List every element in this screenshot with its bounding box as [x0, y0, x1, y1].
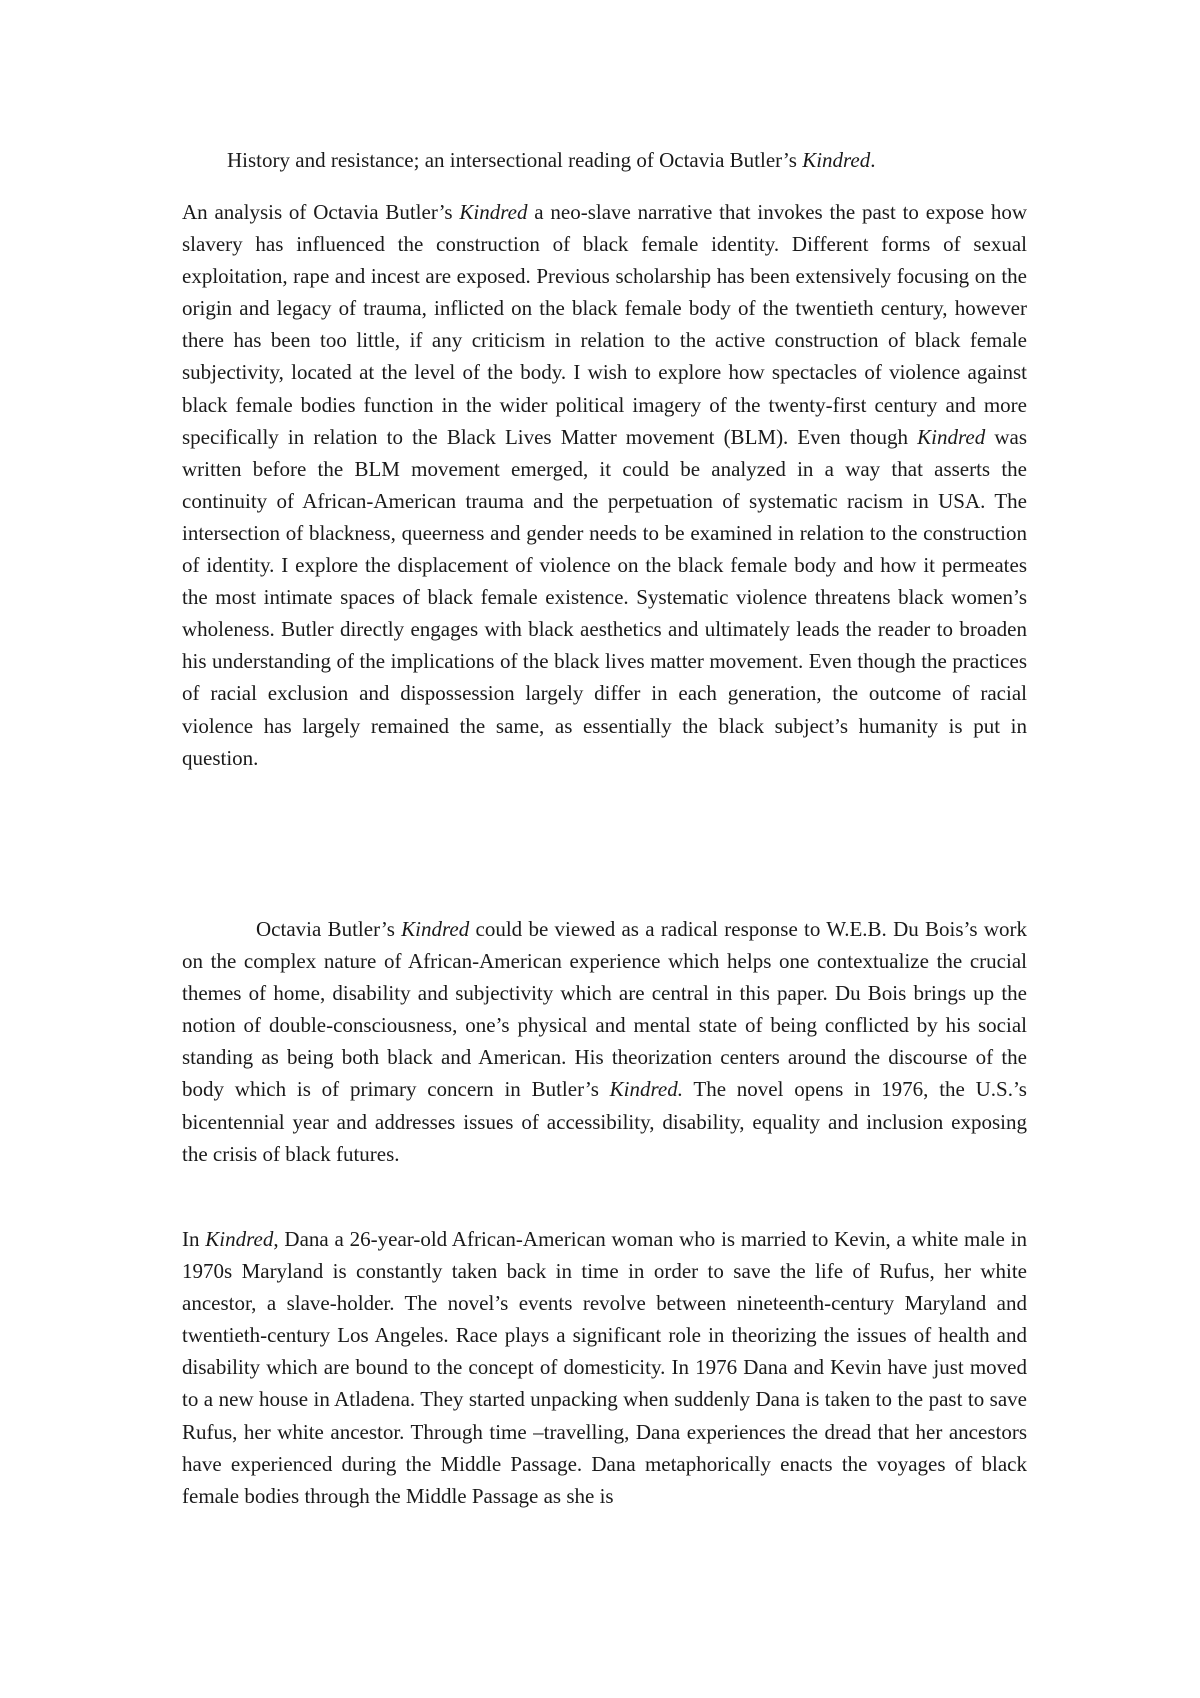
title-period: .: [870, 148, 876, 172]
title-italic-kindred: Kindred: [802, 148, 871, 172]
abstract-text-3: was written before the BLM movement emerged, it could be analyzed in a way that asserts the continuity of African-American trauma and the perpetuation of systematic racism in USA. The intersection of blackness, queerness and gender needs to be examined in relation to the construction of identity. I explore the displacement of violence on the black female body and how it permeates the most intimate spaces of black female existence. Systematic violence threatens black women’s wholeness. Butler directly engages with black aesthetics and ultimately leads the reader to broaden his understanding of the implications of the black lives matter movement. Even though the practices of racial exclusion and dispossession largely differ in each generation, the outcome of racial violence has largely remained the same, as essentially the black subject’s humanity is put in question.: [182, 424, 1027, 770]
abstract-italic-kindred-1: Kindred: [459, 200, 528, 224]
abstract-text-2: a neo-slave narrative that invokes the past to expose how slavery has influenced the construction of black female identity. Different forms of sexual exploitation, rape and incest are exposed. Previous scholarship has been extensively focusing on the origin and legacy of trauma, inflicted on the black female body of the twentieth century, however there has been too little, if any criticism in relation to the active construction of black female subjectivity, located at the level of the body. I wish to explore how spectacles of violence against black female bodies function in the wider political imagery of the twenty-first century and more specifically in relation to the Black Lives Matter movement (BLM). Even though: [182, 200, 1028, 449]
para1-text-1: Octavia Butler’s: [256, 917, 402, 941]
para2-italic-kindred: Kindred: [205, 1227, 274, 1251]
abstract-paragraph: [182, 196, 1027, 774]
para2-text-1: In: [182, 1227, 206, 1251]
body-paragraph-1: [182, 913, 1027, 1170]
title-text: History and resistance; an intersectional reading of Octavia Butler’s: [227, 148, 803, 172]
abstract-italic-kindred-2: Kindred: [917, 424, 986, 449]
abstract-text-1: An analysis of Octavia Butler’s: [182, 200, 460, 224]
document-title: [182, 144, 1027, 176]
para1-text-3: The novel opens in 1976, the U.S.’s bicentennial year and addresses issues of accessibility, disability, equality and inclusion exposing the crisis of black futures.: [182, 1077, 1027, 1166]
para1-text-2: could be viewed as a radical response to W.E.B. Du Bois’s work on the complex nature of African-American experience which helps one contextualize the crucial themes of home, disability and subjectivity which are central in this paper. Du Bois brings up the notion of double-consciousness, one’s physical and mental state of being conflicted by his social standing as being both black and American. His theorization centers around the discourse of the body which is of primary concern in Butler’s: [182, 917, 1027, 1102]
body-paragraph-2: [182, 1223, 1027, 1512]
para1-italic-kindred-2: Kindred.: [609, 1077, 683, 1102]
para1-italic-kindred-1: Kindred: [401, 917, 470, 941]
para2-text-2: , Dana a 26-year-old African-American woman who is married to Kevin, a white male in 1970s Maryland is constantly taken back in time in order to save the life of Rufus, her white ancestor, a slave-holder. The novel’s events revolve between nineteenth-century Maryland and twentieth-century Los Angeles. Race plays a significant role in theorizing the issues of health and disability which are bound to the concept of domesticity. In 1976 Dana and Kevin have just moved to a new house in Atladena. They started unpacking when suddenly Dana is taken to the past to save Rufus, her white ancestor. Through time –travelling, Dana experiences the dread that her ancestors have experienced during the Middle Passage. Dana metaphorically enacts the voyages of black female bodies through the Middle Passage as she is: [182, 1227, 1027, 1508]
